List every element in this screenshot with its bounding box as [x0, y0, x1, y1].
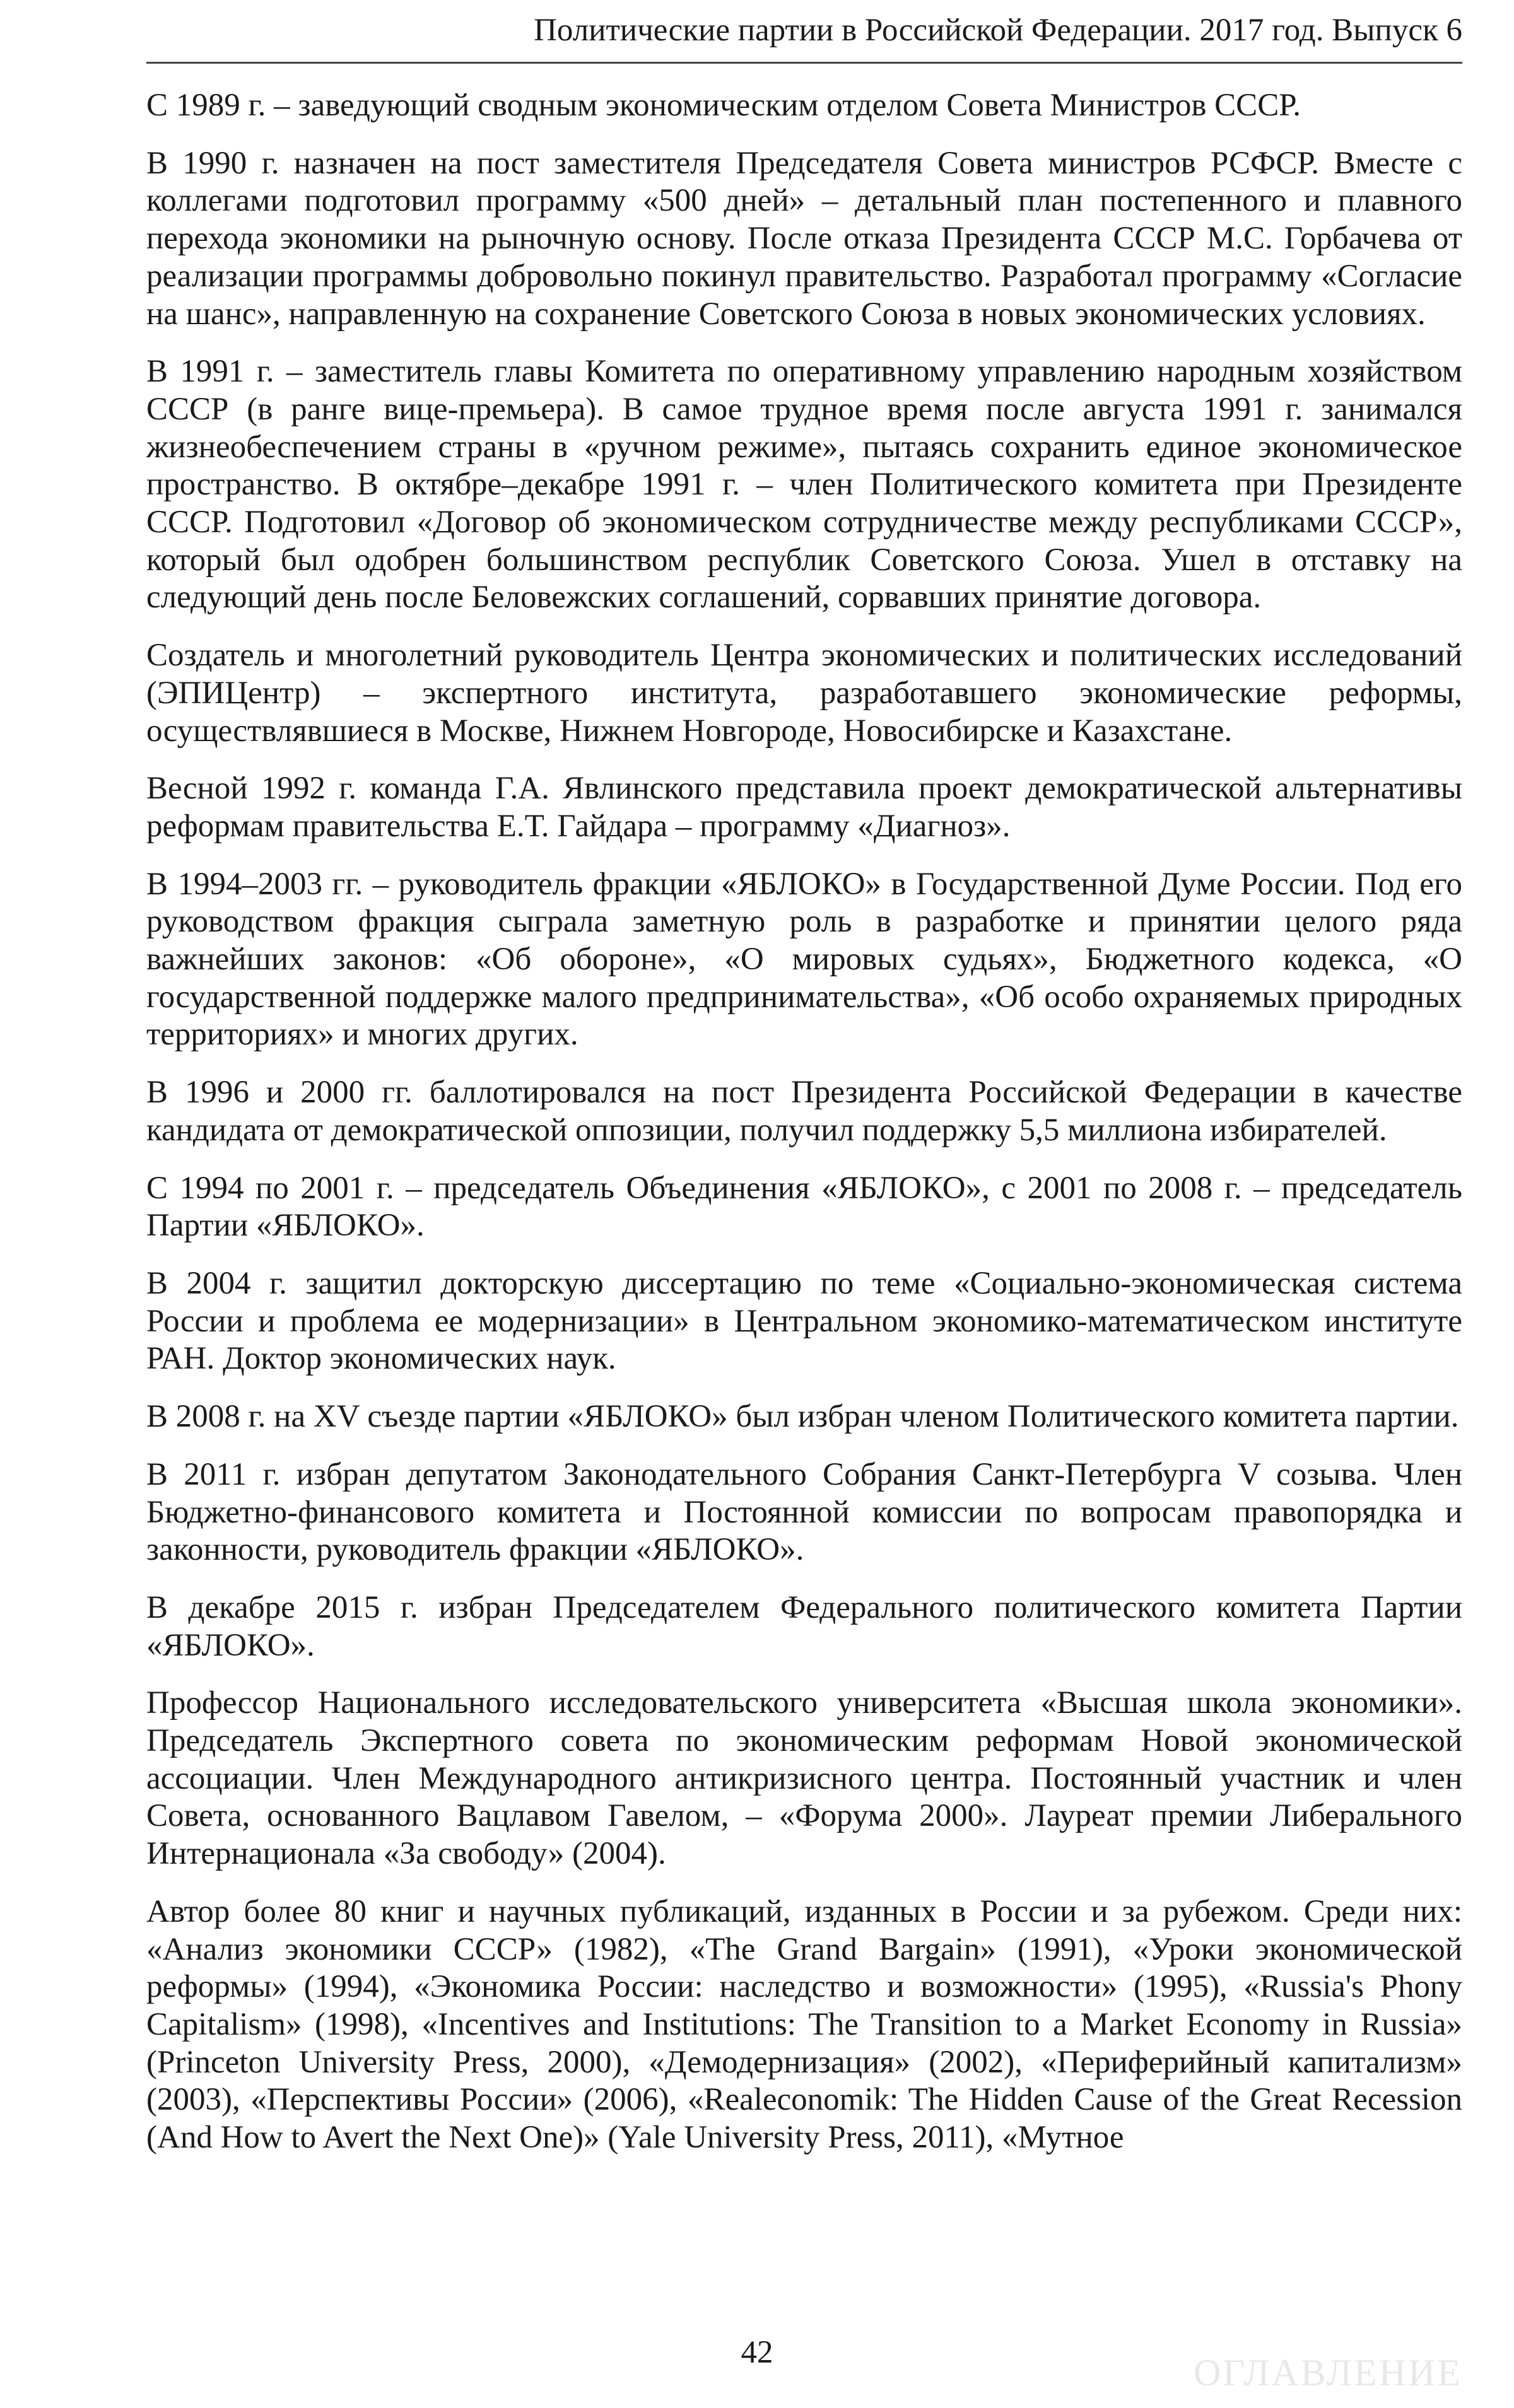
- paragraph-epicenter: Создатель и многолетний руководитель Центра экономических и политических исследований (ЭПИЦентр) – экспертного института, разработавшего экономические реформы, осуществлявшиеся в Москве, Нижнем Новгороде, Новосибирске и Казахстане.: [146, 638, 1462, 749]
- toc-link[interactable]: ОГЛАВЛЕНИЕ: [1194, 2352, 1462, 2393]
- running-header: Политические партии в Российской Федерации. 2017 год. Выпуск 6: [146, 5, 1462, 64]
- paragraph-1994-2008: С 1994 по 2001 г. – председатель Объединения «ЯБЛОКО», с 2001 по 2008 г. – председатель Партии «ЯБЛОКО».: [146, 1170, 1462, 1244]
- paragraph-2015: В декабре 2015 г. избран Председателем Федерального политического комитета Партии «ЯБЛОКО».: [146, 1589, 1462, 1663]
- paragraph-publications: Автор более 80 книг и научных публикаций, изданных в России и за рубежом. Среди них: «Анализ экономики СССР» (1982), «The Grand Bargain» (1991), «Уроки экономической реформы» (1994), «Экономика России: наследство и возможности» (1995), «Russia's Phony Capitalism» (1998), «Incentives and Institutions: The Transition to a Market Economy in Russia» (Princeton University Press, 2000), «Демодернизация» (2002), «Периферийный капитализм» (2003), «Перспективы России» (2006), «Realeconomik: The Hidden Cause of the Great Recession (And How to Avert the Next One)» (Yale University Press, 2011), «Мутное: [146, 1893, 1462, 2156]
- page-body: [146, 87, 1462, 2177]
- paragraph-2004: В 2004 г. защитил докторскую диссертацию по теме «Социально-экономическая система России и проблема ее модернизации» в Центральном экономико-математическом институте РАН. Доктор экономических наук.: [146, 1265, 1462, 1377]
- paragraph-1996-2000: В 1996 и 2000 гг. баллотировался на пост Президента Российской Федерации в качестве кандидата от демократической оппозиции, получил поддержку 5,5 миллиона избирателей.: [146, 1075, 1462, 1148]
- paragraph-1991: В 1991 г. – заместитель главы Комитета по оперативному управлению народным хозяйством СССР (в ранге вице-премьера). В самое трудное время после августа 1991 г. занимался жизнеобеспечением страны в «ручном режиме», пытаясь сохранить единое экономическое пространство. В октябре–декабре 1991 г. – член Политического комитета при Президенте СССР. Подготовил «Договор об экономическом сотрудничестве между республиками СССР», который был одобрен большинством республик Советского Союза. Ушел в отставку на следующий день после Беловежских соглашений, сорвавших принятие договора.: [146, 354, 1462, 616]
- paragraph-2008: В 2008 г. на XV съезде партии «ЯБЛОКО» был избран членом Политического комитета партии.: [146, 1399, 1459, 1435]
- paragraph-professor: Профессор Национального исследовательского университета «Высшая школа экономики». Председатель Экспертного совета по экономическим реформам Новой экономической ассоциации. Член Международного антикризисного центра. Постоянный участник и член Совета, основанного Вацлавом Гавелом, – «Форума 2000». Лауреат премии Либерального Интернационала «За свободу» (2004).: [146, 1685, 1462, 1872]
- paragraph-1992: Весной 1992 г. команда Г.А. Явлинского представила проект демократической альтернативы реформам правительства Е.Т. Гайдара – программу «Диагноз».: [146, 771, 1462, 844]
- paragraph-1994-2003: В 1994–2003 гг. – руководитель фракции «ЯБЛОКО» в Государственной Думе России. Под его руководством фракция сыграла заметную роль в разработке и принятии целого ряда важнейших законов: «Об обороне», «О мировых судьях», Бюджетного кодекса, «О государственной поддержке малого предпринимательства», «Об особо охраняемых природных территориях» и многих других.: [146, 866, 1462, 1053]
- paragraph-1989: С 1989 г. – заведующий сводным экономическим отделом Совета Министров СССР.: [146, 88, 1301, 123]
- paragraph-1990: В 1990 г. назначен на пост заместителя Председателя Совета министров РСФСР. Вместе с коллегами подготовил программу «500 дней» – детальный план постепенного и плавного перехода экономики на рыночную основу. После отказа Президента СССР М.С. Горбачева от реализации программы добровольно покинул правительство. Разработал программу «Согласие на шанс», направленную на сохранение Советского Союза в новых экономических условиях.: [146, 145, 1462, 332]
- paragraph-2011: В 2011 г. избран депутатом Законодательного Собрания Санкт-Петербурга V созыва. Член Бюджетно-финансового комитета и Постоянной комиссии по вопросам правопорядка и законности, руководитель фракции «ЯБЛОКО».: [146, 1456, 1462, 1568]
- page-number: 42: [741, 2335, 773, 2370]
